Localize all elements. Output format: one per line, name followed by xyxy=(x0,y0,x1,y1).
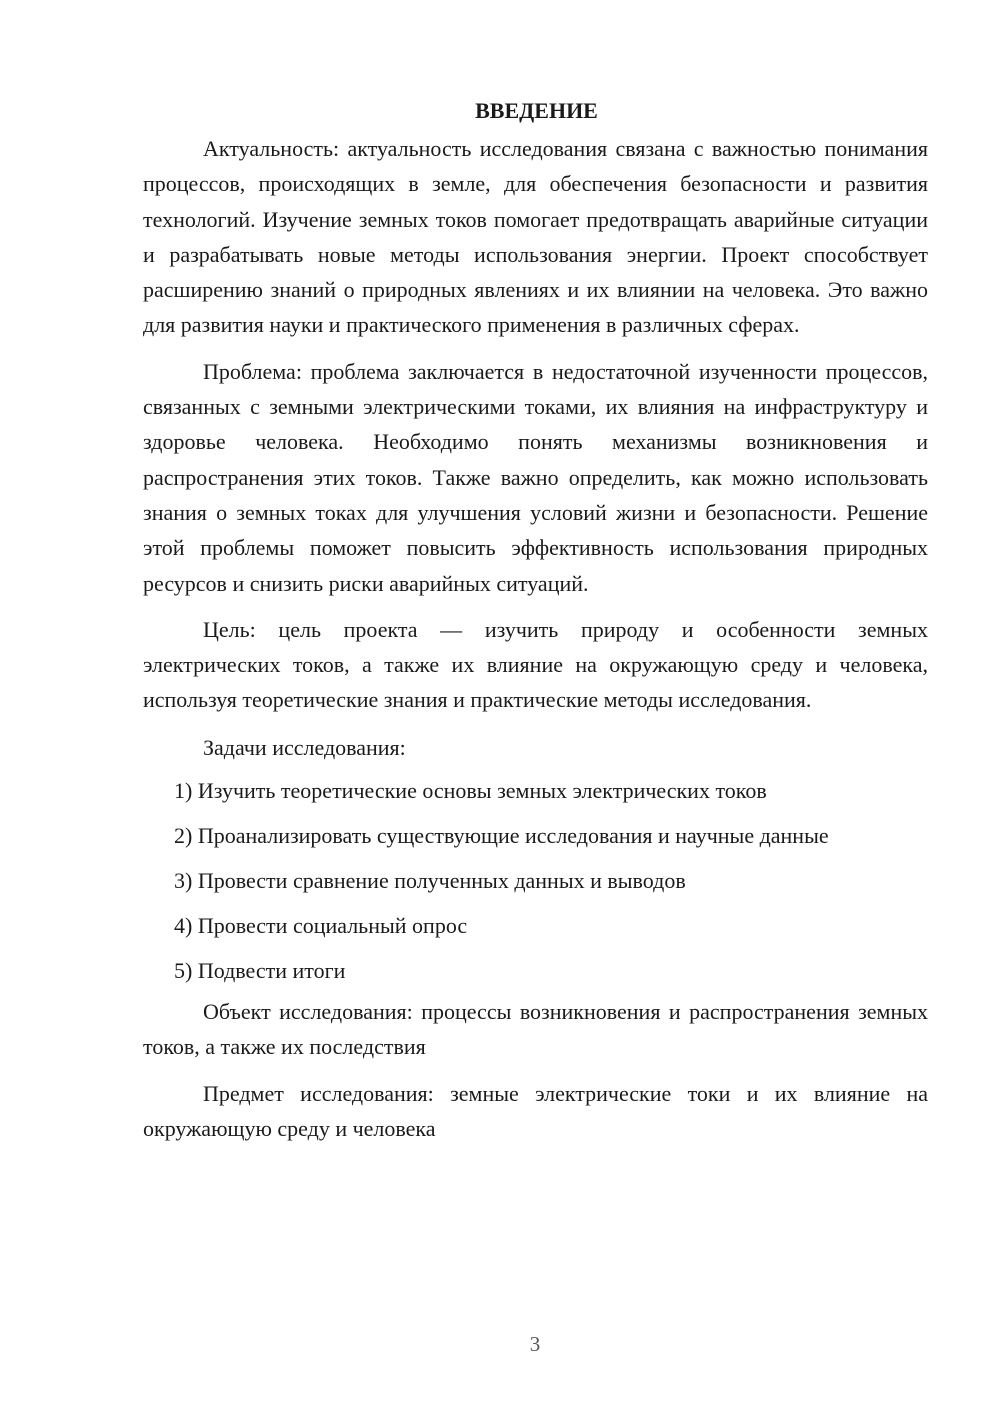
paragraph-relevance: Актуальность: актуальность исследования связана с важностью понимания процессов, происходящих в земле, для обеспечения безопасности и развития технологий. Изучение земных токов помогает предотвращать аварийные ситуации и разрабатывать новые методы использования энергии. Проект способствует расширению знаний о природных явлениях и их влиянии на человека. Это важно для развития науки и практического применения в различных сферах. xyxy=(143,136,928,338)
paragraph-subject: Предмет исследования: земные электрические токи и их влияние на окружающую среду и человека xyxy=(143,1080,928,1141)
task-item: 3) Провести сравнение полученных данных и выводов xyxy=(174,868,686,894)
paragraph-goal: Цель: цель проекта — изучить природу и особенности земных электрических токов, а также их влияние на окружающую среду и человека, используя теоретические знания и практические методы исследования. xyxy=(143,616,928,713)
page-content xyxy=(143,96,928,1146)
task-item: 1) Изучить теоретические основы земных электрических токов xyxy=(174,778,767,804)
task-item: 4) Провести социальный опрос xyxy=(174,913,468,939)
paragraph-problem: Проблема: проблема заключается в недостаточной изученности процессов, связанных с земными электрическими токами, их влияния на инфраструктуру и здоровье человека. Необходимо понять механизмы возникновения и распространения этих токов. Также важно определить, как можно использовать знания о земных токах для улучшения условий жизни и безопасности. Решение этой проблемы поможет повысить эффективность использования природных ресурсов и снизить риски аварийных ситуаций. xyxy=(143,358,928,596)
page-title: ВВЕДЕНИЕ xyxy=(475,98,598,123)
page-number: 3 xyxy=(529,1332,541,1356)
task-item: 5) Подвести итоги xyxy=(174,958,346,984)
paragraph-object: Объект исследования: процессы возникновения и распространения земных токов, а также их последствия xyxy=(143,999,928,1060)
task-list xyxy=(143,773,928,988)
tasks-title: Задачи исследования: xyxy=(203,734,406,760)
task-item: 2) Проанализировать существующие исследования и научные данные xyxy=(174,823,829,849)
